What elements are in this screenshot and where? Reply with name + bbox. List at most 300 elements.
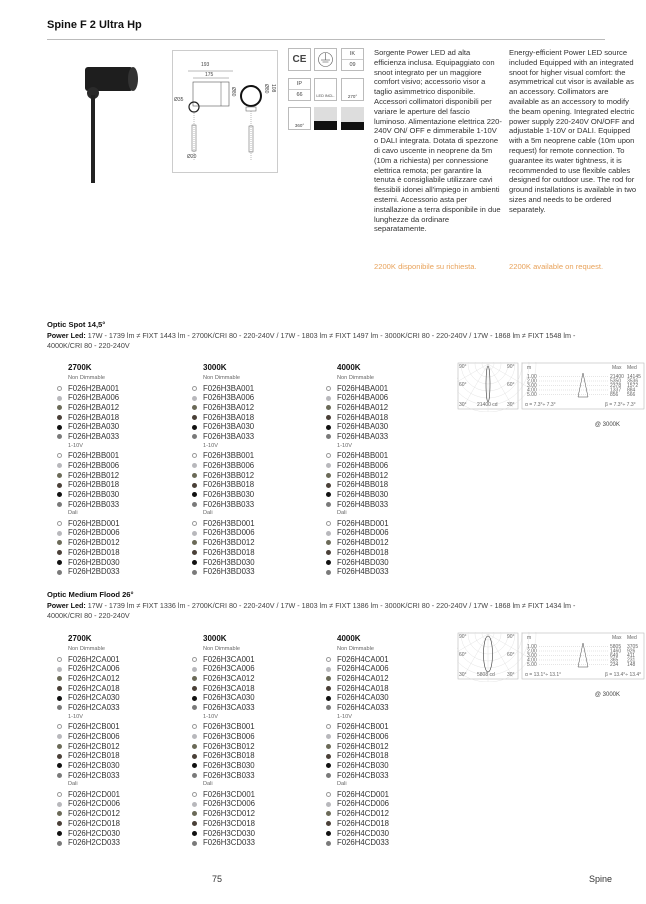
med-header: Med <box>627 635 637 641</box>
list-item <box>192 838 255 848</box>
finish-color-dot <box>57 415 62 420</box>
list-item <box>192 384 255 394</box>
list-item <box>192 480 255 490</box>
photometric-diagram <box>457 632 645 682</box>
product-code: F026H4CD030 <box>337 828 390 838</box>
dim-193: 193 <box>201 62 210 68</box>
list-item <box>192 413 255 423</box>
list-item <box>57 500 120 510</box>
med-lux-value: 148 <box>627 662 636 668</box>
list-item <box>192 567 255 577</box>
list-item <box>57 558 120 568</box>
dim-20: Ø20 <box>187 154 197 160</box>
list-item <box>192 461 255 471</box>
finish-color-dot <box>326 492 331 497</box>
list-item <box>326 538 389 548</box>
ip-rating-icon <box>288 78 311 101</box>
distance-value: 3.00 <box>527 653 537 659</box>
product-code: F026H2CA030 <box>68 693 120 703</box>
dimming-type: Non Dimmable <box>203 646 240 652</box>
section-title: Optic Medium Flood 26° <box>47 590 134 599</box>
product-code: F026H3CB033 <box>203 770 255 780</box>
finish-color-dot <box>192 724 197 729</box>
product-code: F026H2BD001 <box>68 518 120 528</box>
finish-color-dot <box>326 483 331 488</box>
product-code: F026H3BB006 <box>203 460 255 470</box>
finish-color-dot <box>326 560 331 565</box>
dim-80: Ø80 <box>230 87 236 97</box>
list-item <box>326 809 389 819</box>
list-item <box>192 451 255 461</box>
dimming-type: Dali <box>68 510 78 517</box>
distance-value: 1.00 <box>527 374 537 380</box>
product-code: F026H2CA012 <box>68 673 120 683</box>
product-code: F026H4BA001 <box>337 383 389 393</box>
finish-color-dot <box>57 773 62 778</box>
finish-color-dot <box>192 696 197 701</box>
measurement-temperature: @ 3000K <box>594 692 620 698</box>
list-item <box>192 655 255 665</box>
product-code: F026H3CA018 <box>203 683 255 693</box>
product-code: F026H4CB006 <box>337 731 389 741</box>
list-item <box>57 567 120 577</box>
finish-color-dot <box>326 657 331 662</box>
product-code: F026H2CA018 <box>68 683 120 693</box>
product-code: F026H2BA001 <box>68 383 120 393</box>
finish-color-dot <box>57 386 62 391</box>
list-item <box>326 451 389 461</box>
code-column-2700K <box>57 363 120 577</box>
product-code: F026H4BB012 <box>337 470 389 480</box>
list-item <box>57 528 120 538</box>
product-code: F026H2BB001 <box>68 451 120 461</box>
list-item <box>57 799 120 809</box>
list-item <box>326 567 389 577</box>
product-code: F026H4BD001 <box>337 518 389 528</box>
dimming-type: Dali <box>337 781 347 788</box>
finish-color-dot <box>57 453 62 458</box>
list-item <box>192 819 255 829</box>
list-item <box>57 664 120 674</box>
distance-unit: m <box>527 635 532 641</box>
dimming-type: 1-10V <box>203 442 218 449</box>
power-led-spec <box>47 601 607 621</box>
list-item <box>326 838 389 848</box>
distance-value: 2.00 <box>527 378 537 385</box>
product-code: F026H3CB018 <box>203 751 255 761</box>
finish-color-dot <box>326 696 331 701</box>
finish-color-dot <box>326 473 331 478</box>
product-code: F026H2BA018 <box>68 412 120 422</box>
list-item <box>326 422 389 432</box>
list-item <box>326 500 389 510</box>
list-item <box>326 655 389 665</box>
list-item <box>192 684 255 694</box>
list-item <box>57 693 120 703</box>
product-code: F026H4CB030 <box>337 760 389 770</box>
product-code: F026H2CD030 <box>68 828 121 838</box>
list-item <box>326 558 389 568</box>
outdoor-spot-icon <box>341 107 364 130</box>
list-item <box>192 393 255 403</box>
list-item <box>57 751 120 761</box>
power-led-label: Power Led: <box>47 601 86 610</box>
finish-color-dot <box>326 676 331 681</box>
list-item <box>57 384 120 394</box>
finish-color-dot <box>192 831 197 836</box>
product-code: F026H3CB012 <box>203 741 255 751</box>
product-code: F026H2BA030 <box>68 422 120 432</box>
finish-color-dot <box>57 502 62 507</box>
product-code: F026H3CA030 <box>203 693 255 703</box>
polar-angle-label: 60° <box>459 652 467 658</box>
finish-color-dot <box>326 463 331 468</box>
list-item <box>326 790 389 800</box>
list-item <box>326 664 389 674</box>
finish-color-dot <box>326 434 331 439</box>
product-code: F026H4BA018 <box>337 412 389 422</box>
med-lux-value: 231 <box>627 657 636 664</box>
product-code: F026H3BD006 <box>203 528 255 538</box>
finish-color-dot <box>57 734 62 739</box>
finish-color-dot <box>57 841 62 846</box>
finish-color-dot <box>57 531 62 536</box>
dimming-type: 1-10V <box>68 442 83 449</box>
list-item <box>326 471 389 481</box>
dimming-type: 1-10V <box>203 713 218 720</box>
list-item <box>326 799 389 809</box>
finish-color-dot <box>326 734 331 739</box>
product-code: F026H4BB030 <box>337 489 389 499</box>
dim-108: 108 <box>270 84 276 93</box>
list-item <box>192 809 255 819</box>
finish-color-dot <box>57 540 62 545</box>
ip-value: 66 <box>296 92 303 98</box>
product-code: F026H2BA033 <box>68 431 120 441</box>
note-english: 2200K available on request. <box>509 262 604 271</box>
list-item <box>326 819 389 829</box>
product-code: F026H2CD006 <box>68 799 121 809</box>
product-code: F026H3BA030 <box>203 422 255 432</box>
finish-color-dot <box>192 773 197 778</box>
list-item <box>57 761 120 771</box>
finish-color-dot <box>326 396 331 401</box>
product-code: F026H4CA030 <box>337 693 389 703</box>
product-code: F026H3CA006 <box>203 664 255 674</box>
code-column-3000K <box>192 363 255 577</box>
list-item <box>326 761 389 771</box>
code-column-2700K <box>57 634 120 848</box>
max-lux-value: 1460 <box>610 648 622 655</box>
finish-color-dot <box>326 802 331 807</box>
product-code: F026H4BD006 <box>337 528 389 538</box>
list-item <box>57 838 120 848</box>
description-english: Energy-efficient Power LED source included Equipped with an integrated snoot for higher visual comfort: the asymmetrical cut visor is available as an accessory. Collimators are available as an accessory to modify the beam opening. Integrated electric power supply 220-240V ON/OFF and adjustable 1-10V or DALI. Equipped with a 5m neoprene cable (10m upon request) for remote connection. To guarantee its water tightness, it is recommended to use flexible cables designed for outdoor use. The rod for ground installations is available in two sizes and needs to be ordered separately. <box>509 48 637 214</box>
product-code: F026H4BB018 <box>337 480 389 490</box>
finish-color-dot <box>57 821 62 826</box>
finish-color-dot <box>326 531 331 536</box>
dimming-type: Non Dimmable <box>337 646 374 652</box>
color-temperature: 4000K <box>337 634 361 643</box>
max-lux-value: 5350 <box>610 378 622 385</box>
list-item <box>326 829 389 839</box>
product-code: F026H2CB006 <box>68 731 120 741</box>
product-code: F026H3BD030 <box>203 557 255 567</box>
dimming-type: Non Dimmable <box>203 375 240 381</box>
color-temperature: 3000K <box>203 634 227 643</box>
list-item <box>192 519 255 529</box>
max-lux-value: 1337 <box>610 387 622 394</box>
code-column-3000K <box>192 634 255 848</box>
dim-80b: Ø80 <box>263 84 269 94</box>
product-code: F026H4CD018 <box>337 818 390 828</box>
finish-color-dot <box>192 492 197 497</box>
finish-color-dot <box>192 463 197 468</box>
list-item <box>326 393 389 403</box>
list-item <box>192 538 255 548</box>
list-item <box>326 722 389 732</box>
product-code: F026H3CD001 <box>203 789 256 799</box>
finish-color-dot <box>326 686 331 691</box>
dimming-type: Dali <box>337 510 347 517</box>
finish-color-dot <box>57 657 62 662</box>
list-item <box>192 500 255 510</box>
product-code: F026H2BA012 <box>68 402 120 412</box>
finish-color-dot <box>57 831 62 836</box>
dimming-type: Dali <box>203 510 213 517</box>
product-code: F026H4CD033 <box>337 838 390 848</box>
finish-color-dot <box>57 802 62 807</box>
max-lux-value: 2378 <box>610 383 622 389</box>
product-code: F026H2BD033 <box>68 567 120 577</box>
distance-value: 5.00 <box>527 662 537 668</box>
product-code: F026H4CD012 <box>337 809 390 819</box>
list-item <box>192 742 255 752</box>
note-italian: 2200K disponibile su richiesta. <box>374 262 477 271</box>
list-item <box>326 384 389 394</box>
list-item <box>326 732 389 742</box>
polar-angle-label: 90° <box>507 364 515 370</box>
dimming-type: Dali <box>203 781 213 788</box>
led-included-icon: LED INCL. <box>314 78 337 101</box>
product-code: F026H2CD012 <box>68 809 121 819</box>
finish-color-dot <box>57 405 62 410</box>
product-code: F026H2BD012 <box>68 538 120 548</box>
med-lux-value: 884 <box>627 387 636 394</box>
finish-color-dot <box>192 560 197 565</box>
max-lux-value: 21400 <box>610 374 624 380</box>
product-code: F026H3BB030 <box>203 489 255 499</box>
finish-color-dot <box>326 415 331 420</box>
finish-color-dot <box>192 667 197 672</box>
product-code: F026H3BD001 <box>203 518 255 528</box>
polar-angle-label: 30° <box>459 402 467 408</box>
product-code: F026H3BA012 <box>203 402 255 412</box>
list-item <box>326 528 389 538</box>
product-code: F026H2BA006 <box>68 393 120 403</box>
product-code: F026H3CB006 <box>203 731 255 741</box>
product-code: F026H4CA001 <box>337 654 389 664</box>
dimming-type: 1-10V <box>68 713 83 720</box>
finish-color-dot <box>57 724 62 729</box>
finish-color-dot <box>57 463 62 468</box>
med-header: Med <box>627 365 637 371</box>
finish-color-dot <box>326 744 331 749</box>
list-item <box>192 751 255 761</box>
product-code: F026H4BA006 <box>337 393 389 403</box>
finish-color-dot <box>57 396 62 401</box>
polar-grid-ray <box>463 364 488 407</box>
peak-intensity: 5808 cd <box>477 672 495 678</box>
product-code: F026H2CA001 <box>68 654 120 664</box>
rotate-360-icon: 360° <box>288 107 311 130</box>
finish-color-dot <box>326 841 331 846</box>
list-item <box>57 829 120 839</box>
product-code: F026H4BD030 <box>337 557 389 567</box>
polar-angle-label: 90° <box>507 634 515 640</box>
list-item <box>57 809 120 819</box>
list-item <box>192 732 255 742</box>
finish-color-dot <box>57 763 62 768</box>
max-lux-value: 856 <box>610 392 619 398</box>
product-code: F026H4CA018 <box>337 683 389 693</box>
product-photo <box>55 55 155 185</box>
finish-color-dot <box>57 686 62 691</box>
list-item <box>57 655 120 665</box>
finish-color-dot <box>57 473 62 478</box>
product-code: F026H3CD012 <box>203 809 256 819</box>
finish-color-dot <box>326 705 331 710</box>
list-item <box>192 829 255 839</box>
dimming-type: Dali <box>68 781 78 788</box>
list-item <box>192 674 255 684</box>
finish-color-dot <box>57 754 62 759</box>
product-code: F026H4CA006 <box>337 664 389 674</box>
product-code: F026H4BD033 <box>337 567 389 577</box>
product-code: F026H4CB001 <box>337 722 389 732</box>
finish-color-dot <box>192 434 197 439</box>
dimming-type: 1-10V <box>337 713 352 720</box>
finish-color-dot <box>326 667 331 672</box>
list-item <box>192 799 255 809</box>
polar-angle-label: 90° <box>459 634 467 640</box>
code-column-4000K <box>326 634 389 848</box>
finish-color-dot <box>326 405 331 410</box>
product-code: F026H4BA012 <box>337 402 389 412</box>
list-item <box>57 451 120 461</box>
distance-value: 3.00 <box>527 383 537 389</box>
list-item <box>326 480 389 490</box>
finish-color-dot <box>192 540 197 545</box>
distance-unit: m <box>527 365 532 371</box>
list-item <box>57 742 120 752</box>
product-code: F026H3CB001 <box>203 722 255 732</box>
product-code: F026H4CA012 <box>337 673 389 683</box>
finish-color-dot <box>57 521 62 526</box>
finish-color-dot <box>192 415 197 420</box>
finish-color-dot <box>192 811 197 816</box>
list-item <box>57 393 120 403</box>
peak-intensity: 21400 cd <box>477 402 498 408</box>
polar-angle-label: 60° <box>507 382 515 388</box>
distance-value: 4.00 <box>527 657 537 664</box>
measurement-temperature: @ 3000K <box>594 422 620 428</box>
list-item <box>57 519 120 529</box>
finish-color-dot <box>326 724 331 729</box>
finish-color-dot <box>326 773 331 778</box>
list-item <box>326 413 389 423</box>
finish-color-dot <box>192 386 197 391</box>
finish-color-dot <box>326 754 331 759</box>
distance-value: 5.00 <box>527 392 537 398</box>
distance-value: 2.00 <box>527 648 537 655</box>
finish-color-dot <box>192 705 197 710</box>
product-code: F026H2CB012 <box>68 741 120 751</box>
alpha-angle: α = 7.3°÷ 7.3° <box>525 402 556 408</box>
color-temperature: 2700K <box>68 363 92 372</box>
max-lux-value: 5805 <box>610 644 622 650</box>
finish-color-dot <box>57 676 62 681</box>
finish-color-dot <box>326 521 331 526</box>
polar-angle-label: 60° <box>459 382 467 388</box>
list-item <box>192 664 255 674</box>
code-column-4000K <box>326 363 389 577</box>
list-item <box>326 519 389 529</box>
finish-color-dot <box>326 570 331 575</box>
product-code: F026H4CD001 <box>337 789 390 799</box>
list-item <box>326 490 389 500</box>
finish-color-dot <box>192 841 197 846</box>
power-led-spec <box>47 331 607 351</box>
ce-mark-icon: CE <box>288 48 311 71</box>
product-code: F026H3CA012 <box>203 673 255 683</box>
list-item <box>326 674 389 684</box>
product-code: F026H3BA018 <box>203 412 255 422</box>
list-item <box>326 742 389 752</box>
finish-color-dot <box>326 811 331 816</box>
product-code: F026H2CD001 <box>68 789 121 799</box>
finish-color-dot <box>192 744 197 749</box>
product-code: F026H4BB001 <box>337 451 389 461</box>
product-code: F026H3BB018 <box>203 480 255 490</box>
list-item <box>57 471 120 481</box>
finish-color-dot <box>192 792 197 797</box>
polar-angle-label: 60° <box>507 652 515 658</box>
finish-color-dot <box>326 550 331 555</box>
polar-angle-label: 90° <box>459 364 467 370</box>
product-code: F026H2BD006 <box>68 528 120 538</box>
page-number: 75 <box>212 874 223 884</box>
finish-color-dot <box>57 492 62 497</box>
finish-color-dot <box>326 425 331 430</box>
list-item <box>326 432 389 442</box>
product-code: F026H3CB030 <box>203 760 255 770</box>
product-code: F026H3BD033 <box>203 567 255 577</box>
list-item <box>192 528 255 538</box>
list-item <box>57 684 120 694</box>
product-code: F026H2BB033 <box>68 499 120 509</box>
finish-color-dot <box>326 821 331 826</box>
max-lux-value: 234 <box>610 662 619 668</box>
ik-value: 09 <box>349 62 356 68</box>
distance-value: 4.00 <box>527 387 537 394</box>
list-item <box>57 732 120 742</box>
finish-color-dot <box>57 792 62 797</box>
alpha-angle: α = 13.1°÷ 13.1° <box>525 672 562 678</box>
color-temperature: 3000K <box>203 363 227 372</box>
polar-angle-label: 30° <box>459 672 467 678</box>
finish-color-dot <box>326 831 331 836</box>
